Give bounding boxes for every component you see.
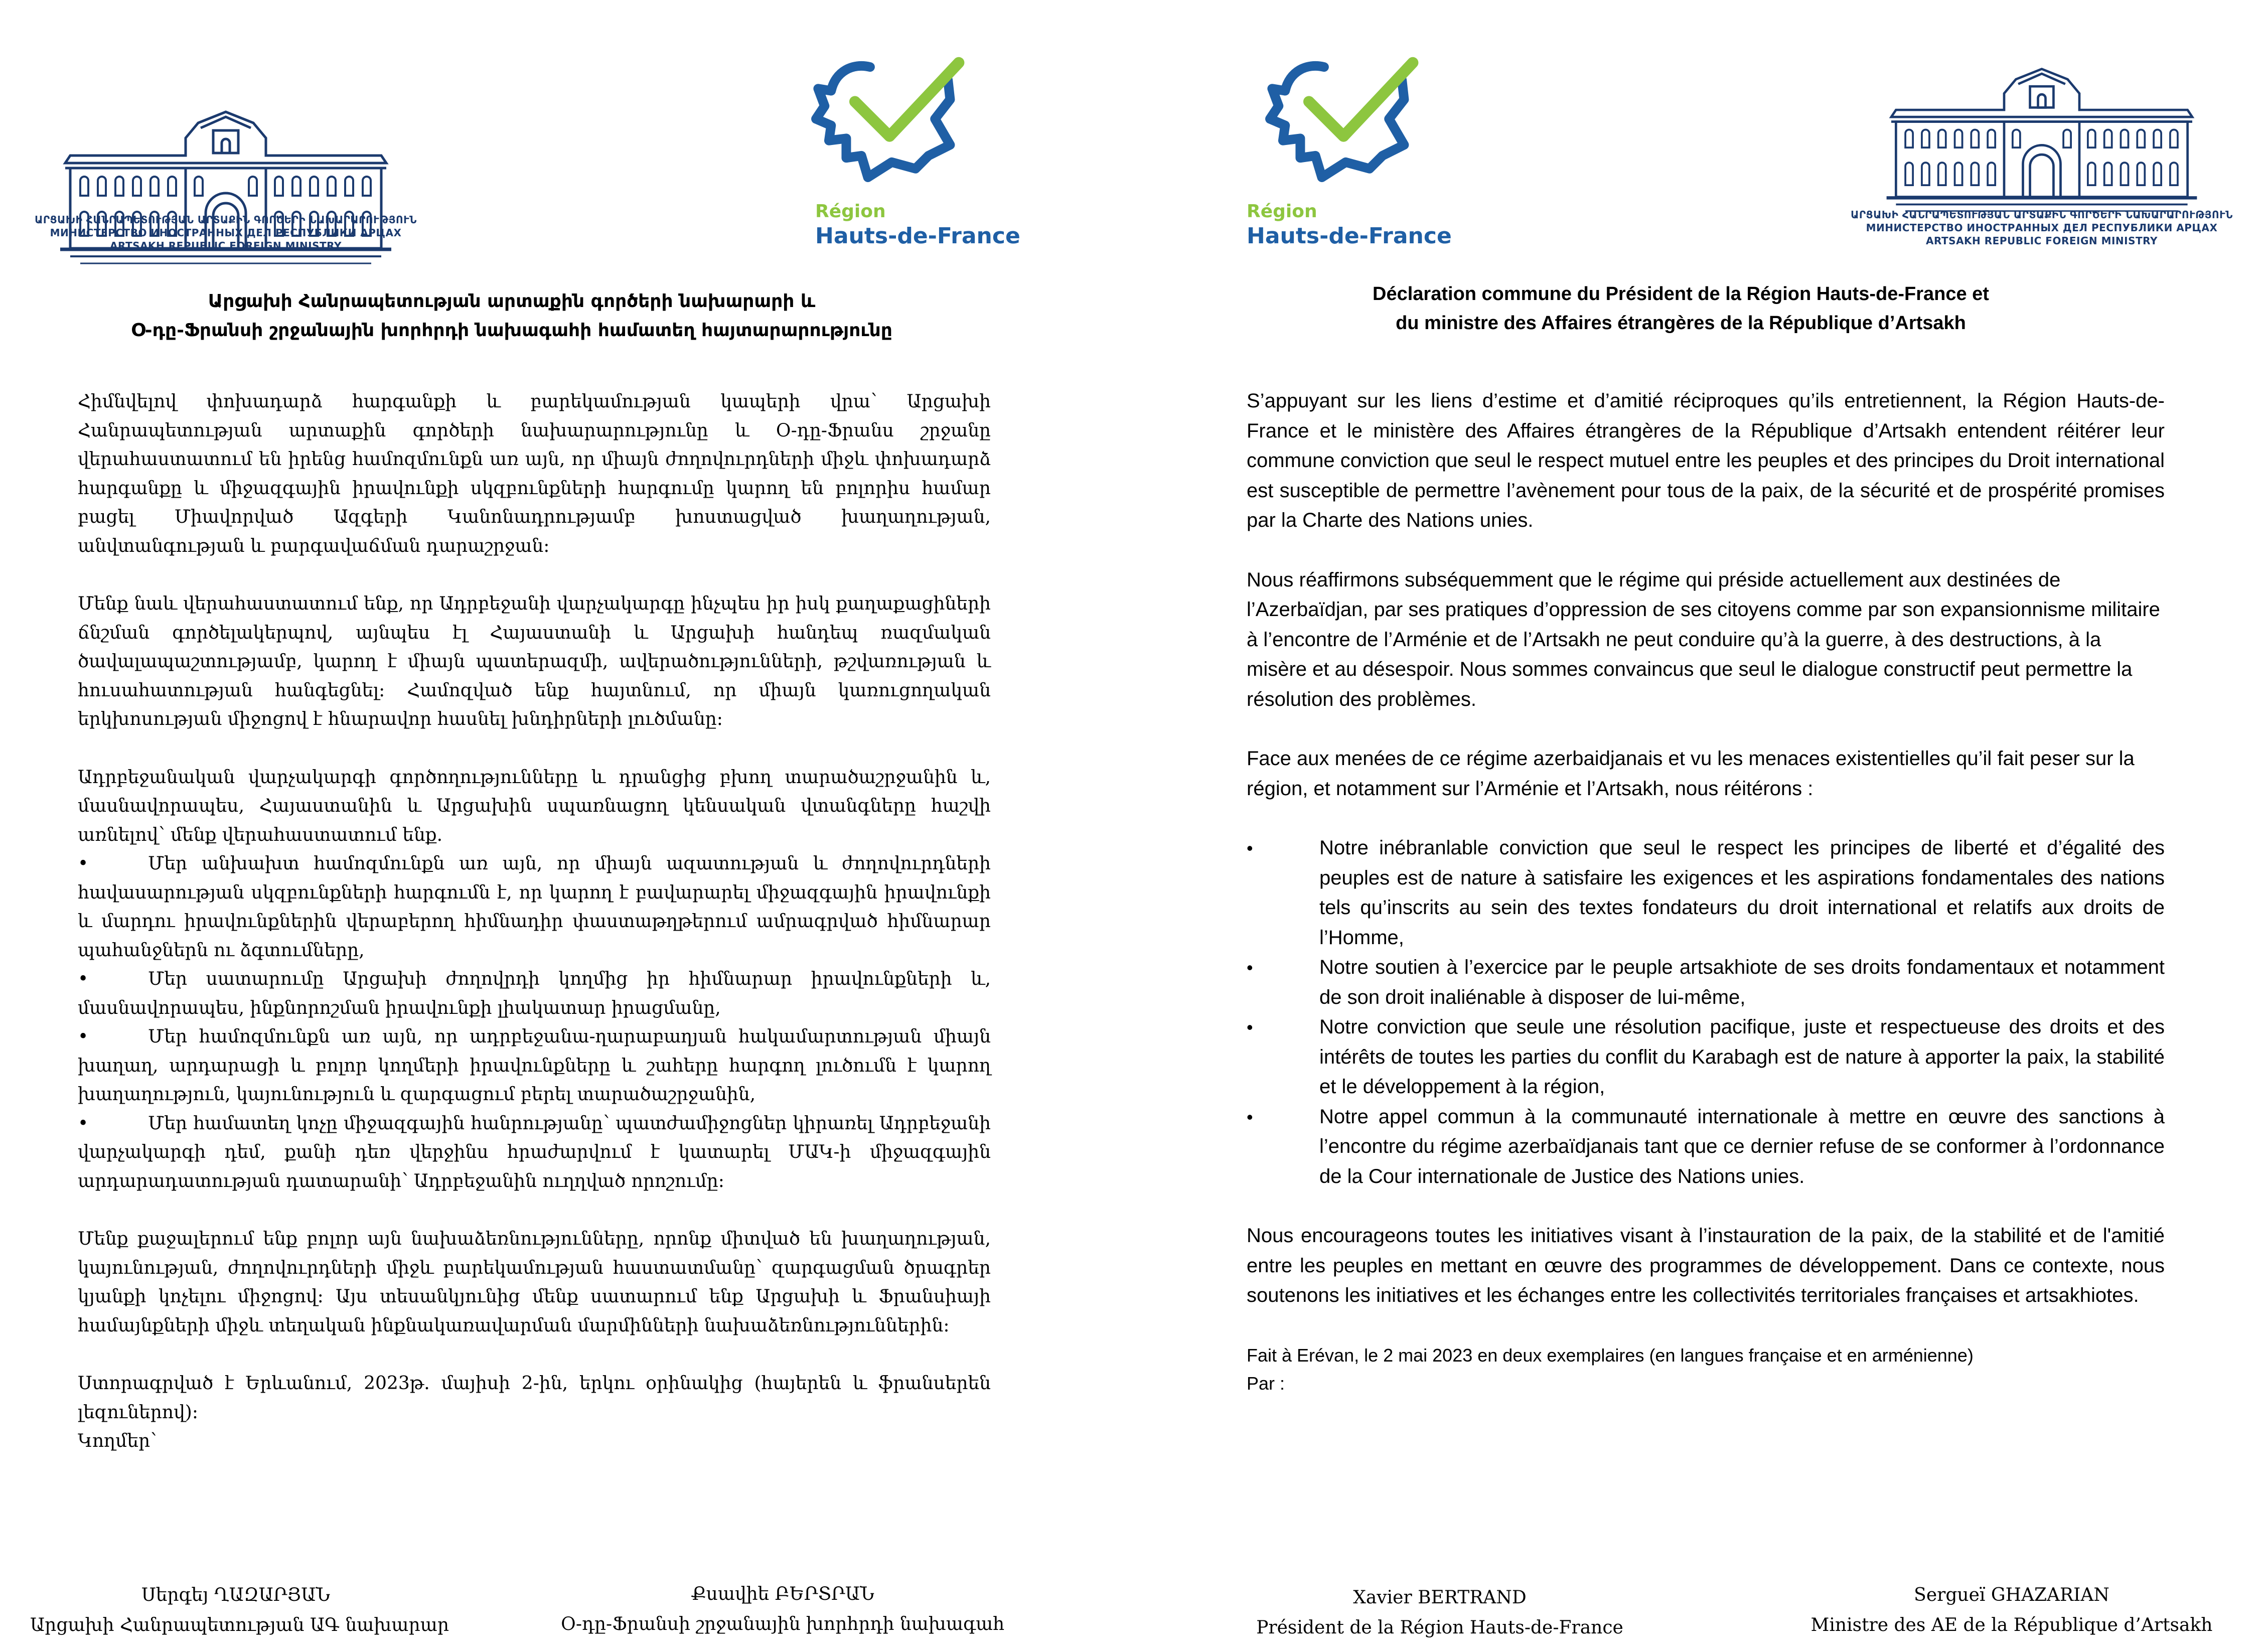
paragraph: Nous réaffirmons subséquemment que le régime qui préside actuellement aux destinées de l’Azerbaïdjan, par ses pratiques d’oppression de ses citoyens comme par son expansionnisme militaire à l’encontre de l’Arménie et de l’Artsakh ne peut conduire qu’à la guerre, à des destructions, à la misère et au désespoir. Nous sommes convaincus que seul le dialogue constructif peut permettre la résolution des problèmes.: [1247, 568, 2160, 710]
paragraph: Հիմնվելով փոխադարձ հարգանքի և բարեկամության կապերի վրա՝ Արցախի Հանրապետության արտաքին գործերի նախարարությունը և Օ-դը-Ֆրանս շրջանը վերահաստատում են իրենց համոզմունքն առ այն, որ միայն ժողովուրդների միջև փոխադարձ հարգանքը և միջազգային իրավունքի սկզբունքների հարգումը կարող են բոլորիս համար բացել Միավորված Ազգերի Կանոնադրությամբ խոստացված խաղաղության, անվտանգության և բարգավաճման դարաշրջան:: [78, 391, 991, 556]
list-item: [78, 965, 991, 1022]
title-line1: Déclaration commune du Président de la Région Hauts-de-France et: [1373, 283, 1989, 305]
ministry-logo-caption: [1841, 208, 2242, 247]
list-item-text: Notre conviction que seule une résolution pacifique, juste et respectueuse des droits et des intérêts de toutes les parties du conflit du Karabagh est de nature à apporter la paix, la stabilité et le développement à la région,: [1319, 1016, 2165, 1098]
list-item: [1247, 953, 2165, 1012]
page-title: [0, 287, 1023, 345]
list-item: [78, 849, 991, 965]
title-line2: du ministre des Affaires étrangères de la République d’Artsakh: [1396, 313, 1966, 334]
list-item: [1247, 833, 2165, 953]
region-logo-line2: Hauts-de-France: [1247, 223, 1452, 249]
list-item-text: Notre soutien à l’exercice par le peuple artsakhiote de ses droits fondamentaux et notamment de son droit inaliénable à disposer de lui-même,: [1319, 956, 2165, 1008]
paragraph: Մենք նաև վերահաստատում ենք, որ Ադրբեջանի վարչակարգը ինչպես իր իսկ քաղաքացիների ճնշման գործելակերպով, այնպես էլ Հայաստանի և Արցախի հանդեպ ռազմական ծավալապաշտությամբ, կարող է միայն պատերազմի, ավերածությունների, թշվառության և հուսահատության հանգեցնել: Համոզված ենք հայտնում, որ միայն կառուցողական երկխոսության միջոցով է հնարավոր հասնել խնդիրների լուծմանը:: [78, 593, 991, 729]
region-logo-line2: Hauts-de-France: [815, 223, 1020, 249]
paragraph: Ադրբեջանական վարչակարգի գործողությունները և դրանցից բխող տարածաշրջանին և, մասնավորապես, Հայաստանին և Արցախին սպառնացող կենսական վտանգները հաշվի առնելով՝ մենք վերահաստատում ենք.: [78, 767, 991, 845]
list-item: [1247, 1102, 2165, 1192]
paragraph: Face aux menées de ce régime azerbaidjanais et vu les menaces existentielles qu’il fait peser sur la région, et notamment sur l’Arménie et l’Artsakh, nous réitérons :: [1247, 747, 2135, 800]
ministry-building-icon: [1886, 65, 2197, 216]
paragraph: Մենք քաջալերում ենք բոլոր այն նախաձեռնությունները, որոնք միտված են խաղաղության, կայունության, ժողովուրդների միջև բարեկամության հաստատմանը՝ զարգացման ծրագրեր կյանքի կոչելու միջոցով: Այս տեսանկյունից մենք սատարում ենք Արցախի և Ֆրանսիայի համայնքների միջև տեղական ինքնակառավարման մարմինների նախաձեռնություններին:: [78, 1229, 991, 1336]
signatory-title: Արցախի Հանրապետության ԱԳ նախարար: [30, 1615, 449, 1635]
ministry-logo-line3: ARTSAKH REPUBLIC FOREIGN MINISTRY: [110, 240, 342, 252]
bullet-mark: •: [78, 969, 89, 989]
signatory-name: Sergueï GHAZARIAN: [1914, 1585, 2109, 1605]
heart-france-icon: [1259, 53, 1432, 200]
region-logo-line1: Région: [815, 201, 886, 222]
french-page: [1134, 0, 2268, 1652]
ministry-logo-line2: МИНИСТЕРСТВО ИНОСТРАННЫХ ДЕЛ РЕСПУБЛИКИ АРЦАХ: [1866, 222, 2218, 234]
region-logo-line1: Région: [1247, 201, 1317, 222]
place-date-line: Ստորագրված է Երևանում, 2023թ. մայիսի 2-ին, երկու օրինակից (հայերեն և ֆրանսերեն լեզուներով):: [78, 1373, 991, 1423]
signatory-name: Xavier BERTRAND: [1353, 1587, 1527, 1608]
bullet-mark: •: [1247, 1106, 1253, 1127]
declaration-body: [1247, 386, 2165, 1397]
bullet-mark: •: [78, 1026, 89, 1047]
signatory-title: Ministre des AE de la République d’Artsakh: [1810, 1615, 2213, 1635]
ministry-logo-line1: ԱՐՑԱԽԻ ՀԱՆՐԱՊԵՏՈՒԹՅԱՆ ԱՐՏԱՔԻՆ ԳՈՐԾԵՐԻ ՆԱԽԱՐԱՐՈՒԹՅՈՒՆ: [35, 214, 417, 226]
list-item: [78, 1022, 991, 1109]
signatory-title: Président de la Région Hauts-de-France: [1256, 1617, 1623, 1638]
signature-block-artsakh-minister: [1786, 1580, 2237, 1640]
bullet-mark: •: [1247, 1017, 1253, 1037]
bullet-mark: •: [78, 853, 89, 874]
list-item-text: Մեր համոզմունքն առ այն, որ ադրբեջանա-ղարաբաղյան հակամարտության միայն խաղաղ, արդարացի և բոլոր կողմերի իրավունքները և շահերը հարգող լուծումն է կարող խաղաղություն, կայունություն և զարգացում բերել տարածաշրջանին,: [78, 1026, 991, 1105]
signature-block-region-president: [532, 1579, 1033, 1639]
bullet-mark: •: [78, 1113, 89, 1134]
signatory-name: Քսավիե ԲԵՐՏՐԱՆ: [691, 1584, 874, 1604]
ministry-logo-line3: ARTSAKH REPUBLIC FOREIGN MINISTRY: [1926, 235, 2158, 247]
list-item: [78, 1109, 991, 1196]
signatory-title: Օ-դը-Ֆրանսի շրջանային խորհրդի նախագահ: [560, 1614, 1005, 1634]
place-date-line: Fait à Erévan, le 2 mai 2023 en deux exemplaires (en langues française et en arménienne): [1247, 1344, 1974, 1366]
ministry-logo-caption: [25, 213, 426, 252]
page-title: [1134, 279, 2228, 338]
list-item-text: Notre appel commun à la communauté internationale à mettre en œuvre des sanctions à l’encontre du régime azerbaïdjanais tant que ce dernier refuse de se conformer à l’ordonnance de la Cour internationale de Justice des Nations unies.: [1319, 1105, 2165, 1187]
list-item-text: Մեր անխախտ համոզմունքն առ այն, որ միայն ազատության և ժողովուրդների հավասարության սկզբունքների հարգումն է, որ կարող է բավարարել միջազգային իրավունքի և մարդու իրավունքներին վերաբերող հիմնադիր փաստաթղթերում ամրագրված հիմնարար պահանջներն ու ձգտումները,: [78, 853, 991, 961]
signature-block-region-president: [1234, 1583, 1645, 1643]
region-logo-label: [1247, 201, 1452, 250]
signatory-name: Սերգեյ ՂԱԶԱՐՅԱՆ: [141, 1585, 330, 1605]
ministry-logo-line1: ԱՐՑԱԽԻ ՀԱՆՐԱՊԵՏՈՒԹՅԱՆ ԱՐՏԱՔԻՆ ԳՈՐԾԵՐԻ ՆԱԽԱՐԱՐՈՒԹՅՈՒՆ: [1851, 209, 2233, 221]
parties-label: Par :: [1247, 1373, 1285, 1394]
paragraph: Nous encourageons toutes les initiatives visant à l’instauration de la paix, de la stabilité et de l'amitié entre les peuples en mettant en œuvre des programmes de développement. Dans ce contexte, nous soutenons les initiatives et les échanges entre les collectivités territoriales françaises et artsakhiotes.: [1247, 1225, 2165, 1306]
signature-block-armenian-minister: [30, 1580, 449, 1640]
title-line1: Արցախի Հանրապետության արտաքին գործերի նախարարի և: [208, 291, 816, 312]
list-item-text: Մեր սատարումը Արցախի ժողովրդի կողմից իր հիմնարար իրավունքների և, մասնավորապես, ինքնորոշման իրավունքի լիակատար իրացմանը,: [78, 969, 991, 1018]
title-line2: Օ-դը-Ֆրանսի շրջանային խորհրդի նախագահի համատեղ հայտարարությունը: [131, 320, 892, 341]
list-item: [1247, 1012, 2165, 1102]
ministry-logo-line2: МИНИСТЕРСТВО ИНОСТРАННЫХ ДЕЛ РЕСПУБЛИКИ АРЦАХ: [50, 227, 402, 239]
paragraph: S’appuyant sur les liens d’estime et d’amitié réciproques qu’ils entretiennent, la Région Hauts-de-France et le ministère des Affaires étrangères de la République d’Artsakh entendent réitérer leur commune conviction que seul le respect mutuel entre les peuples et des principes du Droit international est susceptible de permettre l’avènement pour tous de la paix, de la sécurité et de prospérité promises par la Charte des Nations unies.: [1247, 390, 2165, 531]
bullet-mark: •: [1247, 957, 1253, 978]
declaration-body: [78, 387, 991, 1456]
region-logo-label: [815, 201, 1020, 250]
heart-france-icon: [805, 53, 978, 200]
parties-label: Կողմեր՝: [78, 1431, 157, 1451]
bullet-mark: •: [1247, 838, 1253, 858]
list-item-text: Մեր համատեղ կոչը միջազգային հանրությանը՝ պատժամիջոցներ կիրառել Ադրբեջանի վարչակարգի դեմ, քանի դեռ վերջինս հրաժարվում է կատարել ՄԱԿ-ի միջազգային արդարադատության դատարանի՝ Ադրբեջանին ուղղված որոշումը:: [78, 1113, 991, 1191]
list-item-text: Notre inébranlable conviction que seul le respect les principes de liberté et d’égalité des peuples est de nature à satisfaire les exigences et les aspirations fondamentales des nations tels qu’inscrits au sein des textes fondateurs du droit international et relatifs aux droits de l’Homme,: [1319, 837, 2165, 949]
